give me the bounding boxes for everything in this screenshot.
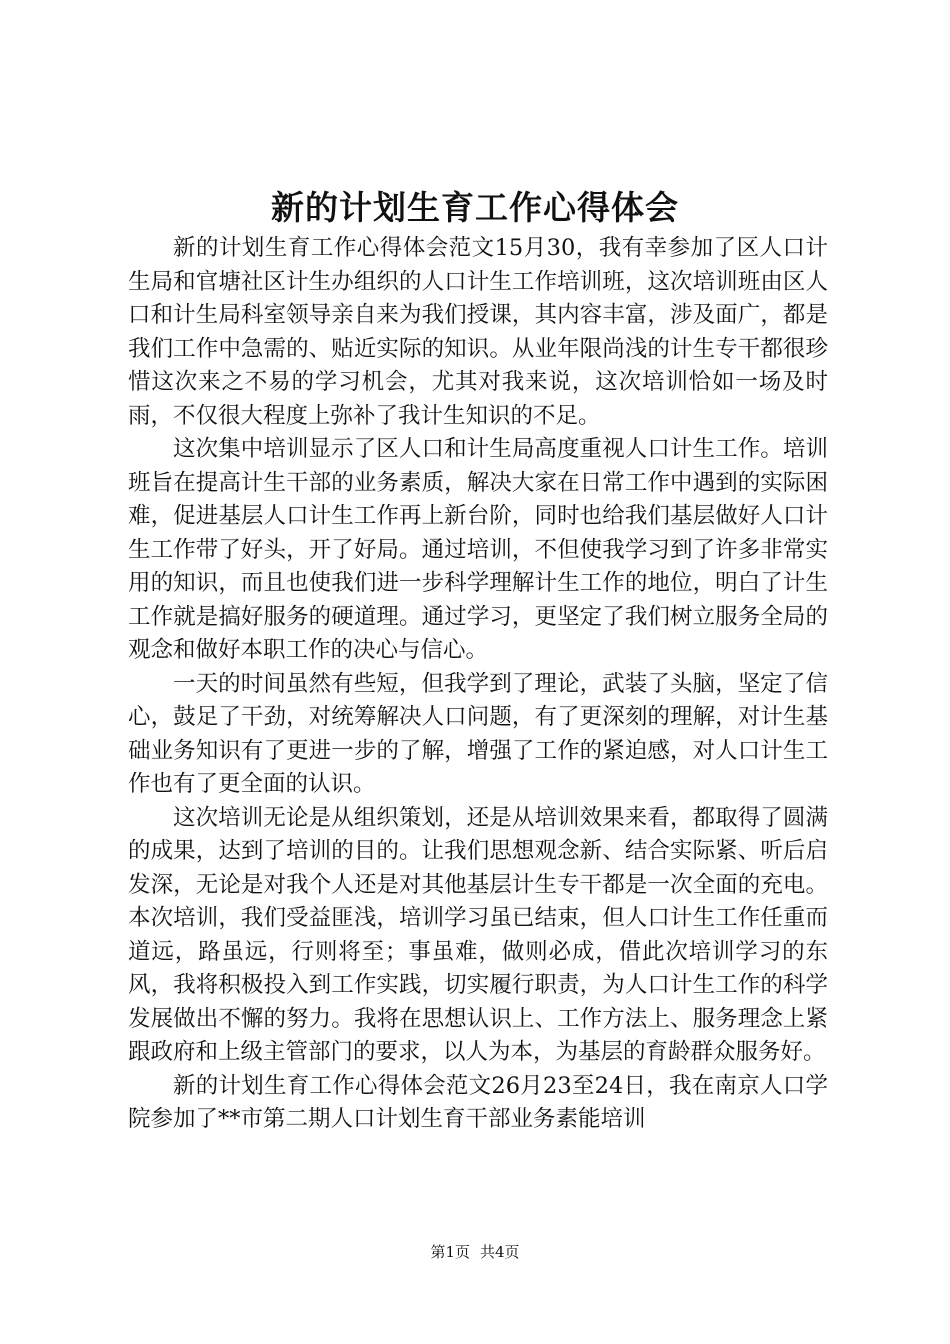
document-body <box>128 232 828 1137</box>
page-number: 第1页 <box>430 1243 470 1261</box>
page-total: 共4页 <box>480 1243 520 1261</box>
paragraph-3: 一天的时间虽然有些短，但我学到了理论，武装了头脑，坚定了信心，鼓足了干劲，对统筹解决人口问题，有了更深刻的理解，对计生基础业务知识有了更进一步的了解，增强了工作的紧迫感，对人口计生工作也有了更全面的认识。 <box>128 670 828 797</box>
paragraph-2: 这次集中培训显示了区人口和计生局高度重视人口计生工作。培训班旨在提高计生干部的业务素质，解决大家在日常工作中遇到的实际困难，促进基层人口计生工作再上新台阶，同时也给我们基层做好人口计生工作带了好头，开了好局。通过培训，不但使我学习到了许多非常实用的知识，而且也使我们进一步科学理解计生工作的地位，明白了计生工作就是搞好服务的硬道理。通过学习，更坚定了我们树立服务全局的观念和做好本职工作的决心与信心。 <box>128 436 828 663</box>
document-title: 新的计划生育工作心得体会 <box>271 188 679 227</box>
paragraph-5: 新的计划生育工作心得体会范文26月23至24日，我在南京人口学院参加了**市第二期人口计划生育干部业务素能培训 <box>128 1072 828 1132</box>
page-footer <box>0 1242 950 1262</box>
paragraph-1: 新的计划生育工作心得体会范文15月30，我有幸参加了区人口计生局和官塘社区计生办组织的人口计生工作培训班，这次培训班由区人口和计生局科室领导亲自来为我们授课，其内容丰富，涉及面广，都是我们工作中急需的、贴近实际的知识。从业年限尚浅的计生专干都很珍惜这次来之不易的学习机会，尤其对我来说，这次培训恰如一场及时雨，不仅很大程度上弥补了我计生知识的不足。 <box>128 235 828 429</box>
paragraph-4: 这次培训无论是从组织策划，还是从培训效果来看，都取得了圆满的成果，达到了培训的目的。让我们思想观念新、结合实际紧、听后启发深，无论是对我个人还是对其他基层计生专干都是一次全面的充电。本次培训，我们受益匪浅，培训学习虽已结束，但人口计生工作任重而道远，路虽远，行则将至；事虽难，做则必成，借此次培训学习的东风，我将积极投入到工作实践，切实履行职责，为人口计生工作的科学发展做出不懈的努力。我将在思想认识上、工作方法上、服务理念上紧跟政府和上级主管部门的要求，以人为本，为基层的育龄群众服务好。 <box>128 804 828 1065</box>
